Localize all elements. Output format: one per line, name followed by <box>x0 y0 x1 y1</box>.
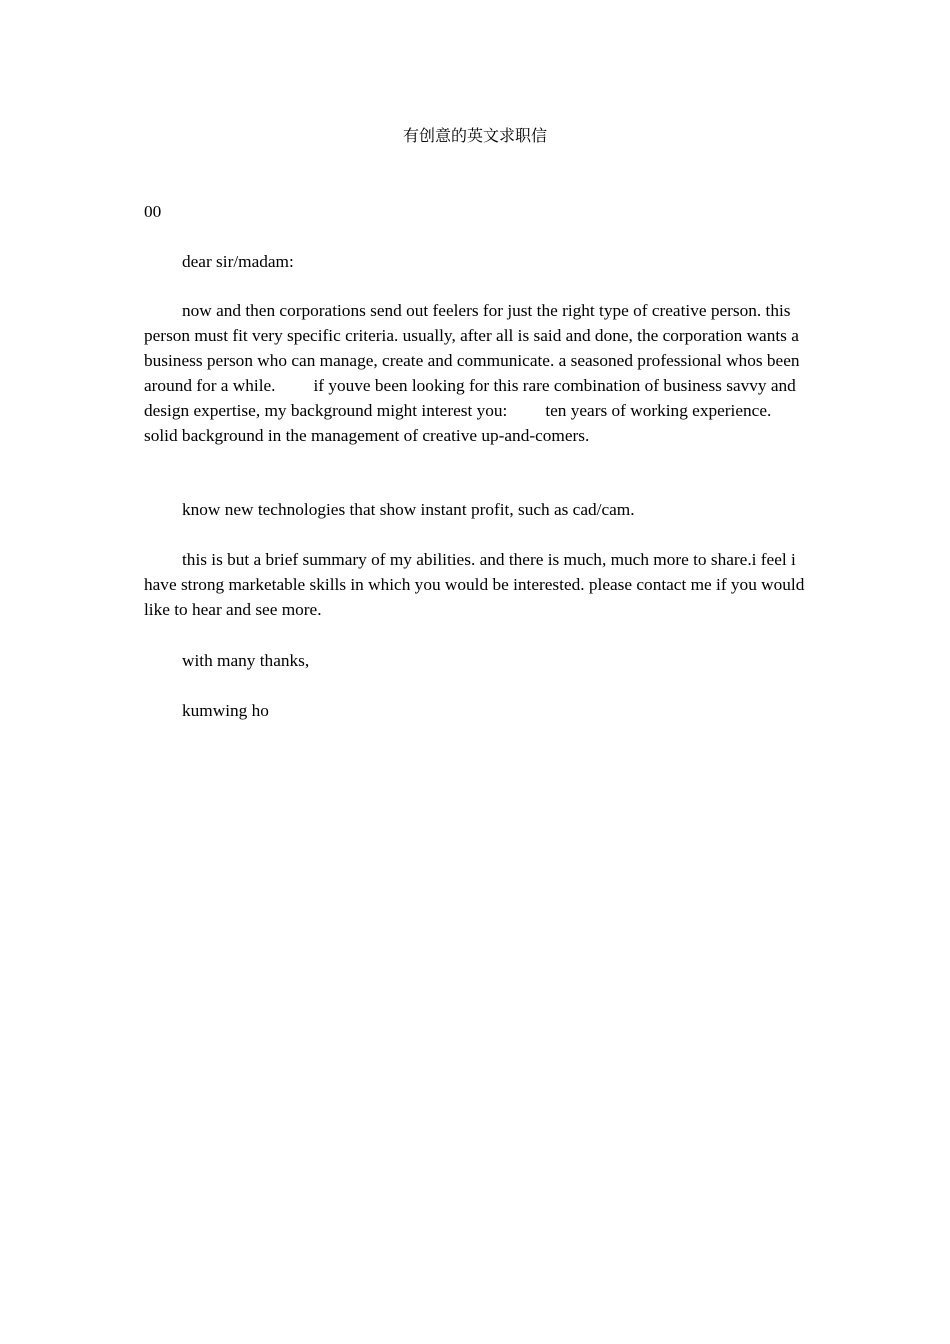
body-paragraph-3: this is but a brief summary of my abilities. and there is much, much more to share.i feel i have strong marketable skills in which you would be interested. please contact me if you would like to hear and see more. <box>144 550 805 619</box>
paragraph-1-part-b: if youve been looking for this rare combination of business savvy and design expertise, my background might interest you: <box>144 375 796 420</box>
body-paragraph-1 <box>144 299 806 448</box>
paragraph-1-part-c: ten years of working experience. solid background in the management of creative up-and-comers. <box>144 400 772 445</box>
document-code: 00 <box>144 202 162 221</box>
signature: kumwing ho <box>182 701 269 720</box>
paragraph-1-part-a: now and then corporations send out feelers for just the right type of creative person. this person must fit very specific criteria. usually, after all is said and done, the corporation wants a business person who can manage, create and communicate. a seasoned professional whos been around for a while. <box>144 301 800 395</box>
salutation: dear sir/madam: <box>182 252 294 271</box>
body-paragraph-2: know new technologies that show instant profit, such as cad/cam. <box>182 500 635 519</box>
closing: with many thanks, <box>182 651 310 670</box>
document-title: 有创意的英文求职信 <box>402 126 547 145</box>
